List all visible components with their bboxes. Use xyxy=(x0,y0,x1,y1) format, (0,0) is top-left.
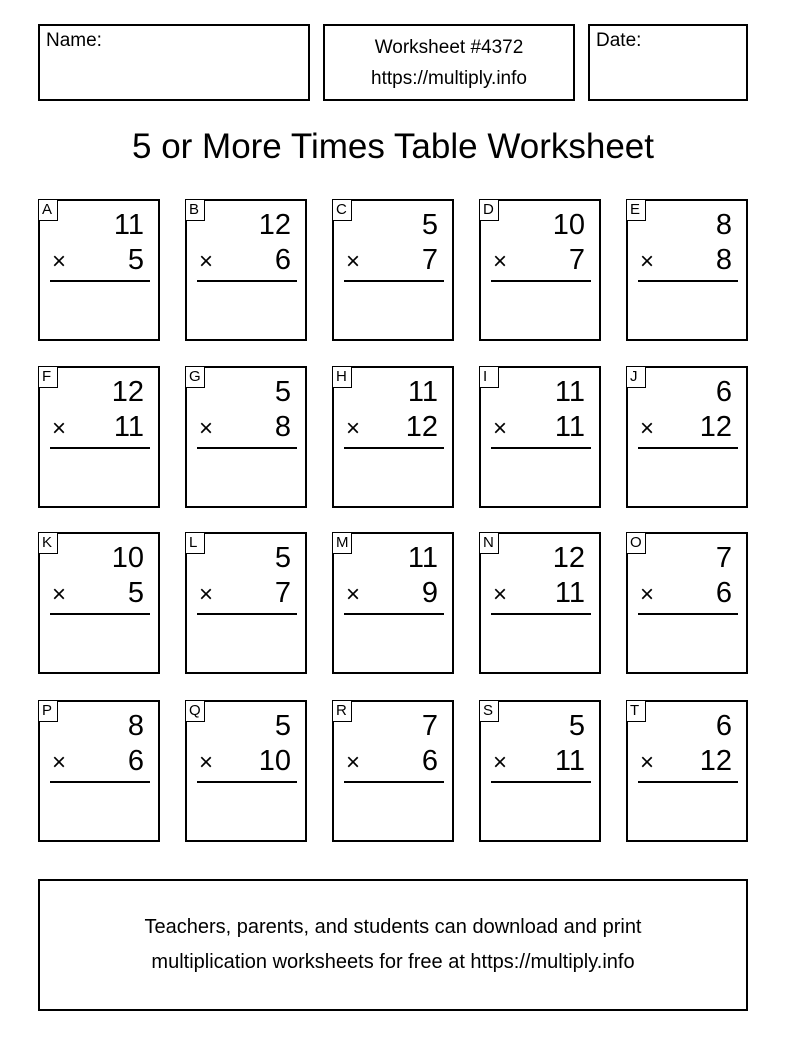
answer-line xyxy=(197,781,297,783)
multiplier: 11 xyxy=(113,411,144,443)
multiplier: 8 xyxy=(715,244,732,276)
problem-n[interactable] xyxy=(479,532,601,674)
multiplicand: 7 xyxy=(715,542,732,574)
multiplier: 7 xyxy=(421,244,438,276)
problem-letter: E xyxy=(626,199,646,221)
answer-line xyxy=(491,280,591,282)
multiplicand: 5 xyxy=(274,710,291,742)
problem-p[interactable] xyxy=(38,700,160,842)
problem-b[interactable] xyxy=(185,199,307,341)
answer-line xyxy=(50,447,150,449)
problem-letter: N xyxy=(479,532,499,554)
times-icon: × xyxy=(52,248,67,275)
multiplier: 6 xyxy=(127,745,144,777)
times-icon: × xyxy=(199,415,214,442)
answer-line xyxy=(344,447,444,449)
times-icon: × xyxy=(640,581,655,608)
multiplier: 6 xyxy=(715,577,732,609)
multiplicand: 12 xyxy=(111,376,144,408)
multiplicand: 10 xyxy=(552,209,585,241)
answer-line xyxy=(50,613,150,615)
multiplicand: 5 xyxy=(421,209,438,241)
multiplier: 7 xyxy=(274,577,291,609)
multiplier: 12 xyxy=(699,745,732,777)
times-icon: × xyxy=(640,749,655,776)
multiplier: 5 xyxy=(127,244,144,276)
multiplicand: 7 xyxy=(421,710,438,742)
multiplicand: 11 xyxy=(113,209,144,241)
answer-line xyxy=(638,613,738,615)
answer-line xyxy=(197,280,297,282)
problem-m[interactable] xyxy=(332,532,454,674)
multiplicand: 12 xyxy=(552,542,585,574)
page-title: 5 or More Times Table Worksheet xyxy=(132,127,654,166)
multiplicand: 6 xyxy=(715,376,732,408)
answer-line xyxy=(50,781,150,783)
problem-letter: L xyxy=(185,532,205,554)
multiplier: 6 xyxy=(421,745,438,777)
problem-letter: F xyxy=(38,366,58,388)
problem-a[interactable] xyxy=(38,199,160,341)
answer-line xyxy=(491,447,591,449)
problem-t[interactable] xyxy=(626,700,748,842)
problem-letter: T xyxy=(626,700,646,722)
answer-line xyxy=(491,781,591,783)
answer-line xyxy=(50,280,150,282)
multiplier: 10 xyxy=(258,745,291,777)
times-icon: × xyxy=(346,581,361,608)
problem-r[interactable] xyxy=(332,700,454,842)
multiplier: 11 xyxy=(554,577,585,609)
footer-text-line-2: multiplication worksheets for free at https://multiply.info xyxy=(151,951,635,973)
footer-box xyxy=(38,879,748,1011)
multiplicand: 8 xyxy=(127,710,144,742)
problem-l[interactable] xyxy=(185,532,307,674)
answer-line xyxy=(344,613,444,615)
multiplier: 12 xyxy=(405,411,438,443)
times-icon: × xyxy=(199,581,214,608)
times-icon: × xyxy=(52,749,67,776)
problem-letter: H xyxy=(332,366,352,388)
worksheet-number: Worksheet #4372 xyxy=(374,37,524,58)
multiplier: 11 xyxy=(554,745,585,777)
multiplicand: 11 xyxy=(554,376,585,408)
multiplier: 5 xyxy=(127,577,144,609)
times-icon: × xyxy=(493,581,508,608)
answer-line xyxy=(197,613,297,615)
problem-d[interactable] xyxy=(479,199,601,341)
multiplicand: 11 xyxy=(407,542,438,574)
problem-k[interactable] xyxy=(38,532,160,674)
times-icon: × xyxy=(493,749,508,776)
problem-letter: Q xyxy=(185,700,205,722)
problem-s[interactable] xyxy=(479,700,601,842)
problem-q[interactable] xyxy=(185,700,307,842)
times-icon: × xyxy=(346,248,361,275)
multiplicand: 12 xyxy=(258,209,291,241)
name-label: Name: xyxy=(46,30,102,51)
problem-g[interactable] xyxy=(185,366,307,508)
answer-line xyxy=(197,447,297,449)
times-icon: × xyxy=(640,415,655,442)
multiplier: 7 xyxy=(568,244,585,276)
problem-j[interactable] xyxy=(626,366,748,508)
answer-line xyxy=(638,781,738,783)
problem-f[interactable] xyxy=(38,366,160,508)
multiplier: 12 xyxy=(699,411,732,443)
multiplier: 6 xyxy=(274,244,291,276)
multiplicand: 5 xyxy=(274,376,291,408)
multiplicand: 10 xyxy=(111,542,144,574)
answer-line xyxy=(638,280,738,282)
multiplicand: 11 xyxy=(407,376,438,408)
multiplicand: 8 xyxy=(715,209,732,241)
times-icon: × xyxy=(493,415,508,442)
times-icon: × xyxy=(346,749,361,776)
site-url: https://multiply.info xyxy=(371,68,527,89)
times-icon: × xyxy=(640,248,655,275)
answer-line xyxy=(491,613,591,615)
problem-letter: I xyxy=(479,366,499,388)
multiplicand: 5 xyxy=(274,542,291,574)
problem-o[interactable] xyxy=(626,532,748,674)
times-icon: × xyxy=(346,415,361,442)
date-label: Date: xyxy=(596,30,642,51)
problem-letter: C xyxy=(332,199,352,221)
problem-letter: A xyxy=(38,199,58,221)
multiplier: 9 xyxy=(421,577,438,609)
problem-i[interactable] xyxy=(479,366,601,508)
problem-letter: G xyxy=(185,366,205,388)
multiplier: 8 xyxy=(274,411,291,443)
answer-line xyxy=(344,280,444,282)
multiplicand: 6 xyxy=(715,710,732,742)
problem-letter: S xyxy=(479,700,499,722)
times-icon: × xyxy=(199,749,214,776)
problem-letter: B xyxy=(185,199,205,221)
times-icon: × xyxy=(52,415,67,442)
problem-letter: O xyxy=(626,532,646,554)
times-icon: × xyxy=(493,248,508,275)
answer-line xyxy=(638,447,738,449)
footer-text-line-1: Teachers, parents, and students can download and print xyxy=(144,916,642,938)
answer-line xyxy=(344,781,444,783)
multiplicand: 5 xyxy=(568,710,585,742)
problem-letter: J xyxy=(626,366,646,388)
problem-letter: D xyxy=(479,199,499,221)
problem-letter: R xyxy=(332,700,352,722)
problem-letter: M xyxy=(332,532,352,554)
times-icon: × xyxy=(199,248,214,275)
problem-letter: P xyxy=(38,700,58,722)
problem-letter: K xyxy=(38,532,58,554)
times-icon: × xyxy=(52,581,67,608)
problem-c[interactable] xyxy=(332,199,454,341)
multiplier: 11 xyxy=(554,411,585,443)
problem-e[interactable] xyxy=(626,199,748,341)
problem-h[interactable] xyxy=(332,366,454,508)
